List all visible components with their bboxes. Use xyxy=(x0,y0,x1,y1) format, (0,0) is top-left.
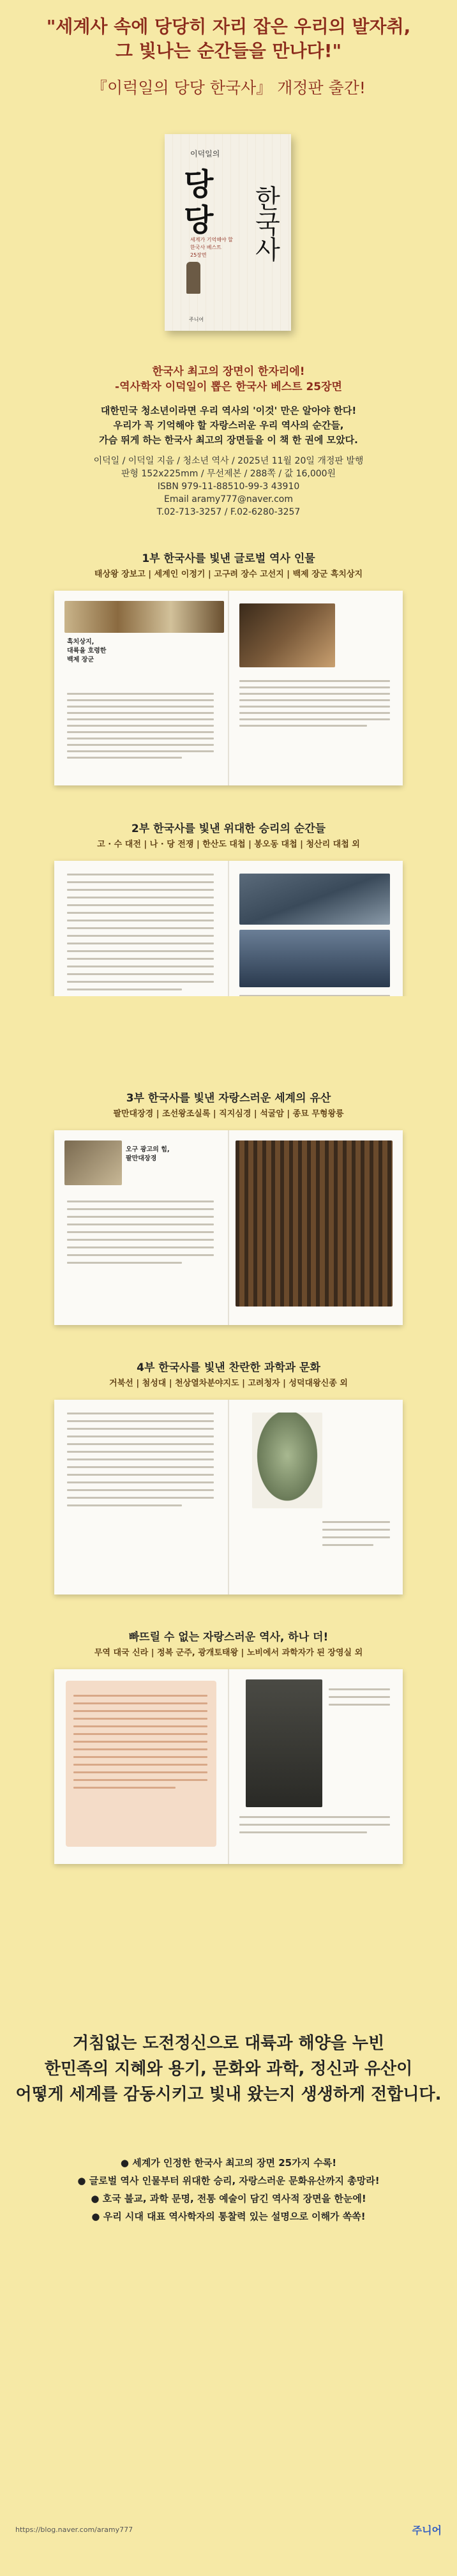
section-4-spread xyxy=(54,1400,403,1595)
text-line xyxy=(239,1816,390,1818)
section-3-heading: 오구 광고의 힘, 팔만대장경 xyxy=(126,1146,170,1162)
cover-figure xyxy=(186,262,200,294)
text-line xyxy=(67,1481,214,1483)
text-line xyxy=(67,1420,214,1422)
spread-gutter xyxy=(228,1400,229,1595)
desc-line-2: 우리가 꼭 기억해야 할 자랑스러운 우리 역사의 순간들, xyxy=(113,420,344,431)
text-line xyxy=(67,1239,214,1241)
text-line xyxy=(73,1779,207,1781)
bottom-line-1: 거침없는 도전정신으로 대륙과 해양을 누빈 xyxy=(72,2034,385,2053)
text-line xyxy=(73,1741,207,1743)
section-1-photo xyxy=(64,601,224,633)
text-line xyxy=(67,757,182,759)
quote-line-2: -역사학자 이덕일이 뽑은 한국사 베스트 25장면 xyxy=(115,381,342,393)
section-2-sub: 고 · 수 대전 | 나 · 당 전쟁 | 한산도 대첩 | 봉오동 대첩 | 청산리 대첩 외 xyxy=(97,840,360,849)
text-line xyxy=(329,1688,390,1690)
cover-blurb-2: 한국사 베스트 xyxy=(190,245,221,250)
blog-url[interactable]: https://blog.naver.com/aramy777 xyxy=(15,2526,133,2534)
text-line xyxy=(67,920,214,921)
section-3-photo-left xyxy=(64,1140,122,1185)
section-1-title: 1부 한국사를 빛낸 글로벌 역사 인물 xyxy=(142,552,315,565)
bullet-1: ● 세계가 인정한 한국사 최고의 장면 25가지 수록! xyxy=(120,2157,337,2169)
bullet-3: ● 호국 불교, 과학 문명, 전통 예술이 담긴 역사적 장면을 한눈에! xyxy=(91,2193,366,2204)
text-line xyxy=(73,1710,207,1712)
info-line-1: 이덕일 / 이덕일 지음 / 청소년 역사 / 2025년 11월 20일 개정판 발행 xyxy=(93,456,364,466)
desc-line-3: 가슴 뛰게 하는 한국사 최고의 장면들을 이 책 한 권에 모았다. xyxy=(99,434,358,446)
text-line xyxy=(67,958,214,960)
text-line xyxy=(67,1208,214,1210)
text-line xyxy=(67,912,214,914)
section-2-title: 2부 한국사를 빛낸 위대한 승리의 순간들 xyxy=(131,822,326,835)
text-line xyxy=(67,927,214,929)
text-line xyxy=(67,699,214,701)
text-line xyxy=(67,1224,214,1225)
text-line xyxy=(67,1428,214,1430)
text-line xyxy=(67,712,214,714)
text-line xyxy=(73,1718,207,1720)
text-line xyxy=(239,1824,390,1826)
text-line xyxy=(67,718,214,720)
text-line xyxy=(67,1413,214,1414)
section-2-photo-2 xyxy=(239,930,390,987)
text-line xyxy=(239,699,390,701)
bullet-2: ● 글로벌 역사 인물부터 위대한 승리, 자랑스러운 문화유산까지 총망라! xyxy=(77,2175,380,2186)
section-1-photo-right xyxy=(239,603,335,667)
cover-title-a: 당 xyxy=(184,167,214,202)
info-line-2: 판형 152x225mm / 무선제본 / 288쪽 / 값 16,000원 xyxy=(121,469,336,479)
text-line xyxy=(67,889,214,891)
info-line-3: ISBN 979-11-88510-99-3 43910 xyxy=(157,481,300,492)
book-cover xyxy=(165,134,291,331)
text-line xyxy=(67,1504,182,1506)
text-line xyxy=(67,989,182,990)
text-line xyxy=(67,981,214,983)
section-5-title: 빠뜨릴 수 없는 자랑스러운 역사, 하나 더! xyxy=(128,1631,329,1644)
section-5-sub: 무역 대국 신라 | 정복 군주, 광개토태왕 | 노비에서 과학자가 된 장영실 외 xyxy=(94,1648,363,1658)
bottom-line-3: 어떻게 세계를 감동시키고 빛내 왔는지 생생하게 전합니다. xyxy=(15,2085,442,2104)
text-line xyxy=(67,1231,214,1233)
text-line xyxy=(67,897,214,898)
cover-author: 이덕일의 xyxy=(190,149,220,158)
info-line-5: T.02-713-3257 / F.02-6280-3257 xyxy=(156,507,301,517)
info-line-4: Email aramy777@naver.com xyxy=(163,494,294,504)
text-line xyxy=(67,1489,214,1491)
text-line xyxy=(322,1521,390,1523)
section-5-stele-photo xyxy=(246,1679,322,1807)
cover-title-c: 한국사 xyxy=(251,185,280,262)
text-line xyxy=(239,706,390,708)
text-line xyxy=(322,1529,390,1531)
text-line xyxy=(67,935,214,937)
section-1-heading: 흑치상지, 대륙을 호령한 백제 장군 xyxy=(67,639,107,663)
text-line xyxy=(239,680,390,682)
text-line xyxy=(329,1696,390,1698)
text-line xyxy=(73,1771,207,1773)
text-line xyxy=(329,1704,390,1706)
text-line xyxy=(67,1436,214,1437)
text-line xyxy=(73,1702,207,1704)
text-line xyxy=(67,706,214,708)
text-line xyxy=(67,1451,214,1453)
text-line xyxy=(73,1695,207,1697)
text-line xyxy=(67,943,214,944)
headline-line-1: "세계사 속에 당당히 자리 잡은 우리의 발자취, xyxy=(46,16,411,37)
section-1-spread xyxy=(54,591,403,785)
text-line xyxy=(239,693,390,695)
text-line xyxy=(67,1201,214,1202)
text-line xyxy=(67,750,214,752)
text-line xyxy=(67,950,214,952)
cover-publisher: 주니어 xyxy=(189,317,204,322)
quote-line-1: 한국사 최고의 장면이 한자리에! xyxy=(152,365,305,378)
text-line xyxy=(67,693,214,695)
spread-gutter xyxy=(228,1130,229,1325)
text-line xyxy=(67,725,214,727)
text-line xyxy=(73,1725,207,1727)
cover-title-b: 당 xyxy=(184,202,214,238)
text-line xyxy=(73,1748,207,1750)
bullet-4: ● 우리 시대 대표 역사학자의 통찰력 있는 설명으로 이해가 쏙쏙! xyxy=(91,2211,366,2222)
section-4-title: 4부 한국사를 빛낸 찬란한 과학과 문화 xyxy=(137,1361,320,1374)
text-line xyxy=(67,1458,214,1460)
text-line xyxy=(67,1262,182,1264)
text-line xyxy=(67,973,214,975)
section-5-spread xyxy=(54,1669,403,1864)
text-line xyxy=(67,1497,214,1499)
publisher-logo: 주니어 xyxy=(412,2524,442,2536)
section-3-photo-right xyxy=(236,1140,393,1307)
text-line xyxy=(73,1733,207,1735)
section-3-title: 3부 한국사를 빛낸 자랑스러운 세계의 유산 xyxy=(126,1092,331,1105)
section-3-sub: 팔만대장경 | 조선왕조실록 | 직지심경 | 석굴암 | 종묘 무형왕릉 xyxy=(113,1109,344,1119)
text-line xyxy=(239,686,390,688)
text-line xyxy=(239,718,390,720)
section-3-spread xyxy=(54,1130,403,1325)
spread-gutter xyxy=(228,1669,229,1864)
section-4-sub: 거북선 | 첨성대 | 천상열차분야지도 | 고려청자 | 성덕대왕신종 외 xyxy=(109,1379,348,1388)
text-line xyxy=(67,1254,214,1256)
text-line xyxy=(67,881,214,883)
text-line xyxy=(67,1216,214,1218)
text-line xyxy=(67,744,214,746)
cover-blurb-3: 25장면 xyxy=(190,252,207,258)
text-line xyxy=(322,1544,373,1546)
text-line xyxy=(239,725,367,727)
text-line xyxy=(67,1474,214,1476)
text-line xyxy=(239,712,390,714)
text-line xyxy=(67,1443,214,1445)
section-4-celadon-photo xyxy=(252,1413,322,1508)
headline-line-2: 그 빛나는 순간들을 만나다!" xyxy=(115,40,342,61)
text-line xyxy=(322,1536,390,1538)
text-line xyxy=(239,1831,367,1833)
spread-gutter xyxy=(228,591,229,785)
text-line xyxy=(67,904,214,906)
text-line xyxy=(67,738,214,739)
cover-blurb-1: 세계가 기억해야 할 xyxy=(190,237,233,243)
text-line xyxy=(73,1787,176,1789)
bottom-line-2: 한민족의 지혜와 용기, 문화와 과학, 정신과 유산이 xyxy=(44,2059,413,2079)
text-line xyxy=(73,1764,207,1766)
text-line xyxy=(67,1246,214,1248)
headline-sub: 『이럭일의 당당 한국사』 개정판 출간! xyxy=(91,79,366,97)
section-2-photo-1 xyxy=(239,874,390,925)
text-line xyxy=(67,966,214,967)
text-line xyxy=(73,1756,207,1758)
section-1-sub: 태상왕 장보고 | 세계인 이정기 | 고구려 장수 고선지 | 백제 장군 흑치상지 xyxy=(94,570,363,579)
text-line xyxy=(67,731,214,733)
text-line xyxy=(67,1466,214,1468)
desc-line-1: 대한민국 청소년이라면 우리 역사의 '이것' 만은 알아야 한다! xyxy=(100,405,357,416)
text-line xyxy=(67,874,214,875)
